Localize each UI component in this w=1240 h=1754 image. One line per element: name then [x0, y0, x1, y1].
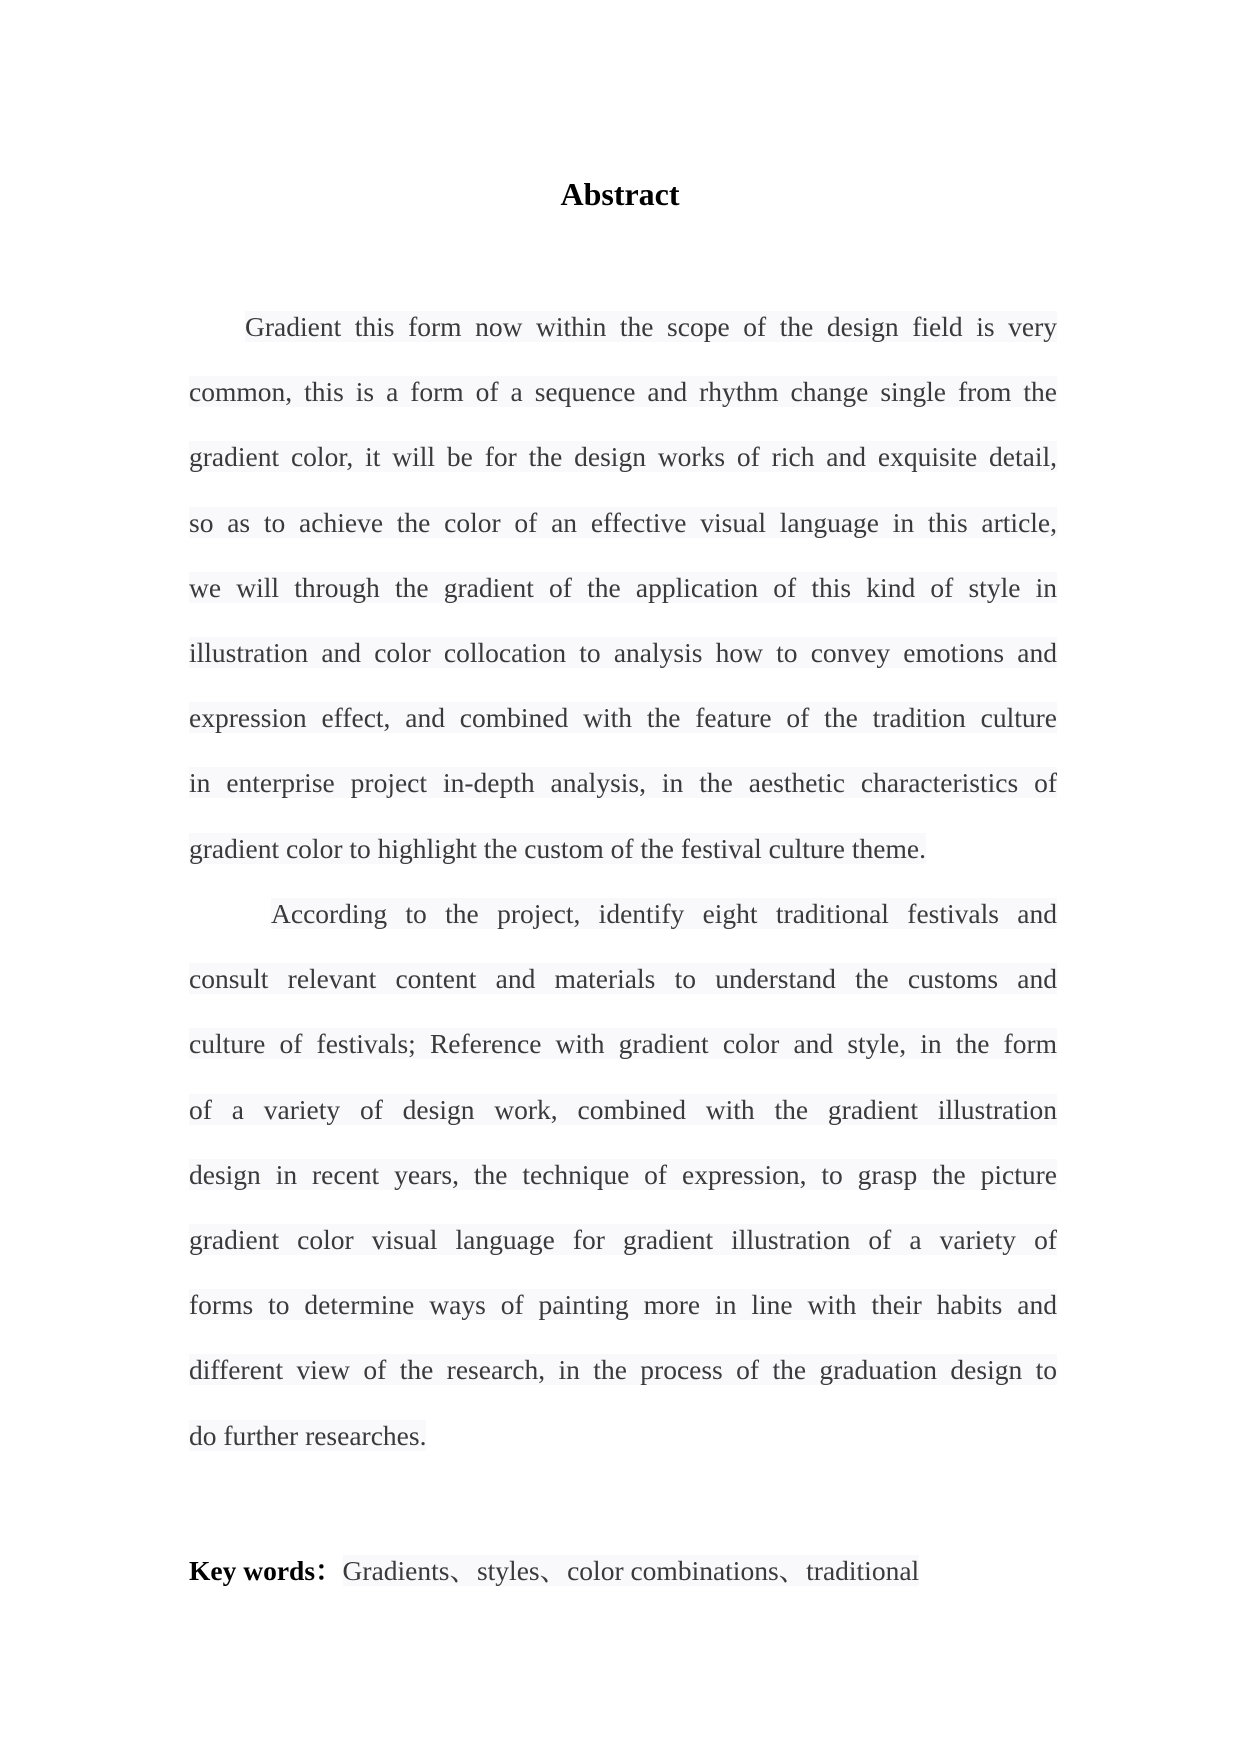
text-line-content: gradient color visual language for gradient illustration of a variety of	[189, 1223, 1057, 1255]
text-line-content: in enterprise project in-depth analysis, in the aesthetic characteristics of	[189, 767, 1057, 799]
abstract-paragraph-2	[189, 881, 1057, 1468]
text-line-content: we will through the gradient of the application of this kind of style in	[189, 571, 1057, 603]
text-line-content: gradient color to highlight the custom of the festival culture theme.	[189, 832, 926, 864]
text-line	[189, 1337, 1057, 1402]
text-line	[189, 1403, 1057, 1468]
text-line	[189, 424, 1057, 489]
text-line-content: different view of the research, in the process of the graduation design to	[189, 1354, 1057, 1386]
text-line-content: illustration and color collocation to analysis how to convey emotions and	[189, 636, 1057, 668]
text-line-content: of a variety of design work, combined with the gradient illustration	[189, 1093, 1057, 1125]
text-line-content: culture of festivals; Reference with gradient color and style, in the form	[189, 1028, 1057, 1060]
text-line	[189, 620, 1057, 685]
text-line	[189, 359, 1057, 424]
text-line	[189, 490, 1057, 555]
abstract-paragraph-1	[189, 294, 1057, 881]
abstract-title: Abstract	[560, 176, 680, 212]
text-line	[189, 881, 1057, 946]
text-line	[189, 1077, 1057, 1142]
text-line	[189, 1272, 1057, 1337]
text-line	[189, 816, 1057, 881]
text-line	[189, 294, 1057, 359]
text-line	[189, 1207, 1057, 1272]
text-line-content: expression effect, and combined with the feature of the tradition culture	[189, 702, 1057, 734]
text-line	[189, 946, 1057, 1011]
text-line-content: common, this is a form of a sequence and rhythm change single from the	[189, 376, 1057, 408]
text-line	[189, 685, 1057, 750]
text-line-content: According to the project, identify eight traditional festivals and	[271, 898, 1057, 929]
text-line-content: consult relevant content and materials to understand the customs and	[189, 963, 1057, 995]
text-line	[189, 1142, 1057, 1207]
keywords-label: Key words：	[189, 1555, 343, 1586]
keywords-value: Gradients、styles、color combinations、traditional	[342, 1555, 920, 1586]
keywords	[189, 1548, 919, 1588]
text-line-content: design in recent years, the technique of expression, to grasp the picture	[189, 1158, 1057, 1190]
text-line-content: so as to achieve the color of an effective visual language in this article,	[189, 506, 1057, 538]
text-line-content: forms to determine ways of painting more in line with their habits and	[189, 1289, 1057, 1321]
text-line	[189, 750, 1057, 815]
text-line-content: Gradient this form now within the scope of the design field is very	[245, 311, 1057, 342]
text-line-content: do further researches.	[189, 1419, 427, 1451]
text-line	[189, 1011, 1057, 1076]
text-line-content: gradient color, it will be for the design works of rich and exquisite detail,	[189, 441, 1057, 473]
text-line	[189, 555, 1057, 620]
